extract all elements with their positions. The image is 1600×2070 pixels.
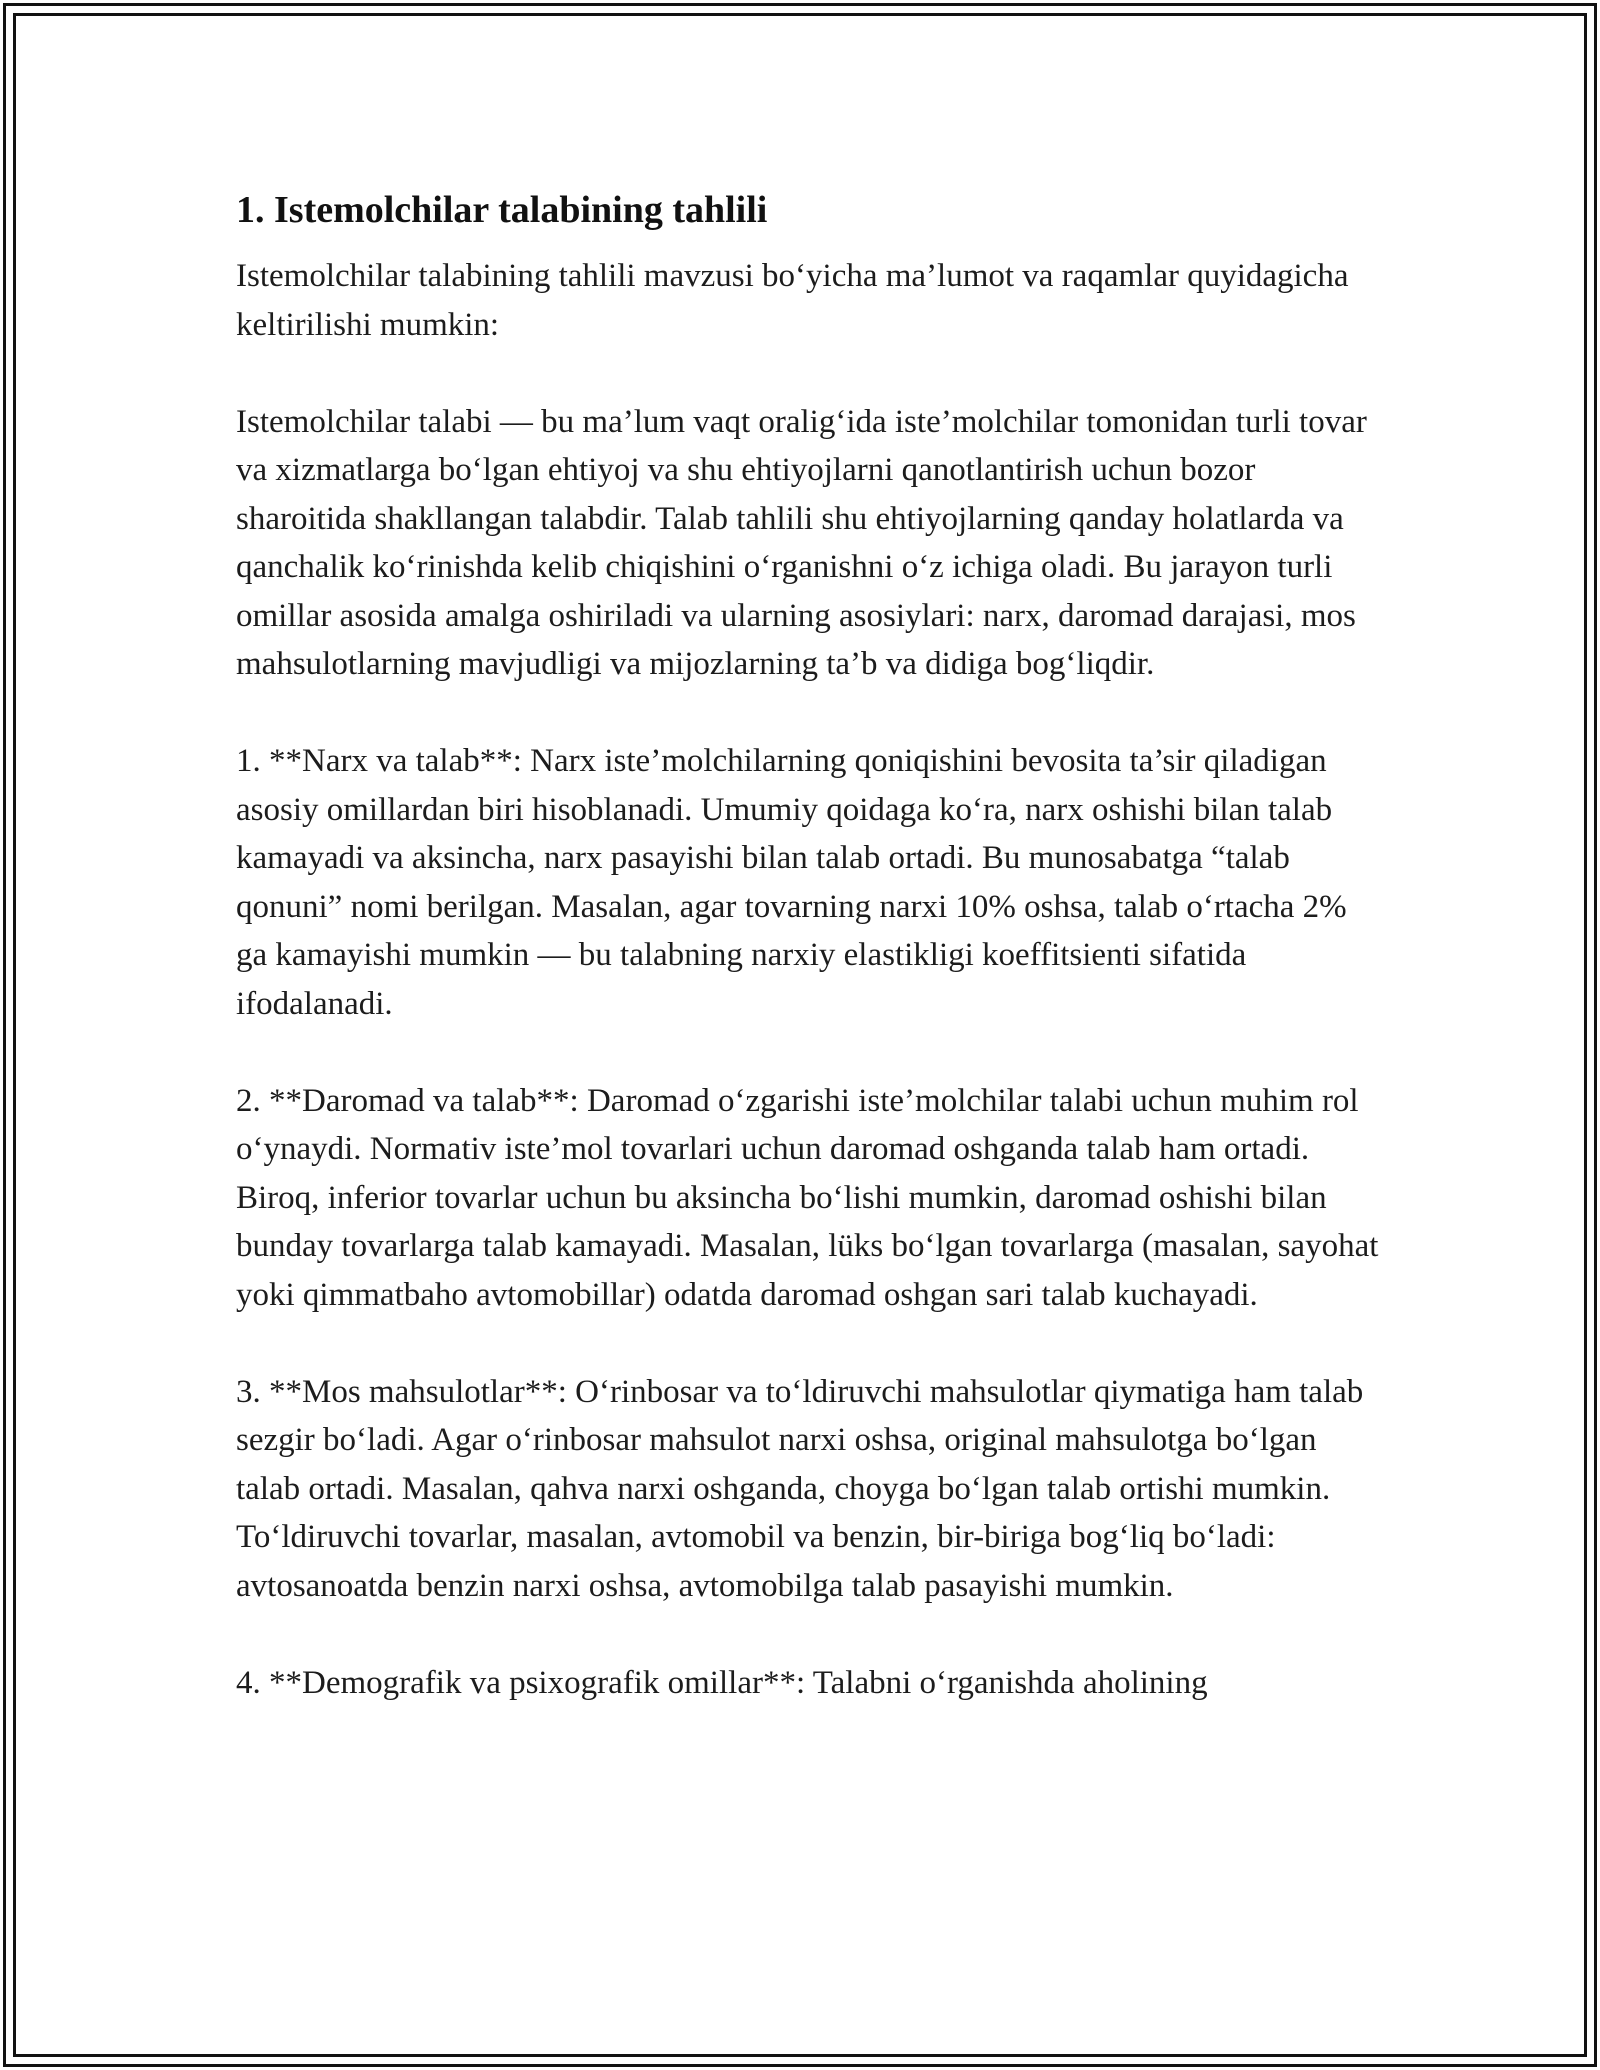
point-related-goods-paragraph: 3. **Mos mahsulotlar**: O‘rinbosar va to‘ldiruvchi mahsulotlar qiymatiga ham talab sezgir bo‘ladi. Agar o‘rinbosar mahsulot narxi oshsa, original mahsulotga bo‘lgan talab ortadi. Masalan, qahva narxi oshganda, choyga bo‘lgan talab ortishi mumkin. To‘ldiruvchi tovarlar, masalan, avtomobil va benzin, bir-biriga bog‘liq bo‘ladi: avtosanoatda benzin narxi oshsa, avtomobilga talab pasayishi mumkin. [236,1373,1364,1604]
point-income-paragraph: 2. **Daromad va talab**: Daromad o‘zgarishi iste’molchilar talabi uchun muhim rol o‘ynaydi. Normativ iste’mol tovarlari uchun daromad oshganda talab ham ortadi. Biroq, inferior tovarlar uchun bu aksincha bo‘lishi mumkin, daromad oshishi bilan bunday tovarlarga talab kamayadi. Masalan, lüks bo‘lgan tovarlarga (masalan, sayohat yoki qimmatbaho avtomobillar) odatda daromad oshgan sari talab kuchayadi. [236,1082,1379,1313]
point-demographic-paragraph: 4. **Demografik va psixografik omillar**: Talabni o‘rganishda aholining [236,1664,1208,1701]
intro-paragraph: Istemolchilar talabining tahlili mavzusi bo‘yicha ma’lumot va raqamlar quyidagicha keltirilishi mumkin: [236,258,1349,343]
section-heading: 1. Istemolchilar talabining tahlili [236,189,768,231]
definition-paragraph: Istemolchilar talabi — bu ma’lum vaqt oralig‘ida iste’molchilar tomonidan turli tovar va xizmatlarga bo‘lgan ehtiyoj va shu ehtiyojlarni qanotlantirish uchun bozor sharoitida shakllangan talabdir. Talab tahlili shu ehtiyojlarning qanday holatlarda va qanchalik ko‘rinishda kelib chiqishini o‘rganishni o‘z ichiga oladi. Bu jarayon turli omillar asosida amalga oshiriladi va ularning asosiylari: narx, daromad darajasi, mos mahsulotlarning mavjudligi va mijozlarning ta’b va didiga bog‘liqdir. [236,403,1367,682]
document-body [236,186,1386,1707]
point-price-paragraph: 1. **Narx va talab**: Narx iste’molchilarning qoniqishini bevosita ta’sir qiladigan asosiy omillardan biri hisoblanadi. Umumiy qoidaga ko‘ra, narx oshishi bilan talab kamayadi va aksincha, narx pasayishi bilan talab ortadi. Bu munosabatga “talab qonuni” nomi berilgan. Masalan, agar tovarning narxi 10% oshsa, talab o‘rtacha 2% ga kamayishi mumkin — bu talabning narxiy elastikligi koeffitsienti sifatida ifodalanadi. [236,743,1347,1022]
